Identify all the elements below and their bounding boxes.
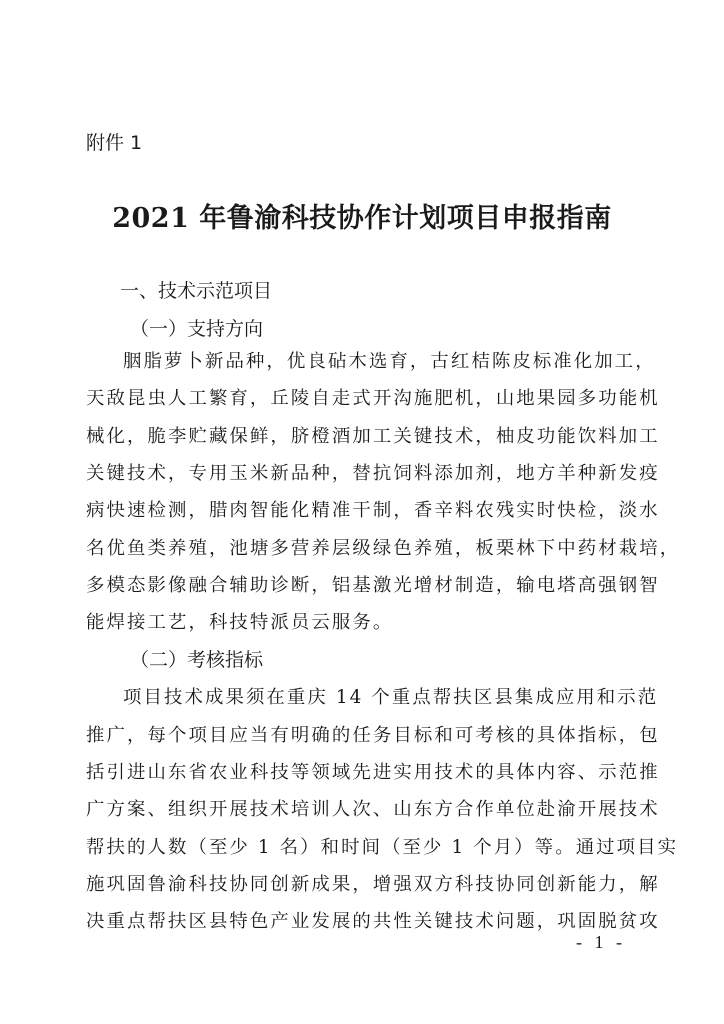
paragraph-line: 天敌昆虫人工繁育，丘陵自走式开沟施肥机，山地果园多功能机 xyxy=(86,388,660,409)
paragraph-line: 械化，脆李贮藏保鲜，脐橙酒加工关键技术，柚皮功能饮料加工 xyxy=(86,426,660,447)
paragraph-line: 胭脂萝卜新品种，优良砧木选育，古红桔陈皮标准化加工， xyxy=(123,351,656,372)
section-heading-1: 一、技术示范项目 xyxy=(120,280,273,302)
paragraph-line: 施巩固鲁渝科技协同创新成果，增强双方科技协同创新能力，解 xyxy=(86,874,660,895)
paragraph-line: 病快速检测，腊肉智能化精准干制，香辛料农残实时快检，淡水 xyxy=(86,500,660,521)
paragraph-line: 帮扶的人数（至少 1 名）和时间（至少 1 个月）等。通过项目实 xyxy=(86,837,679,858)
attachment-label: 附件 1 xyxy=(86,132,143,154)
paragraph-line: 项目技术成果须在重庆 14 个重点帮扶区县集成应用和示范 xyxy=(123,687,659,708)
paragraph-line: 推广，每个项目应当有明确的任务目标和可考核的具体指标，包 xyxy=(86,725,660,746)
paragraph-line: 名优鱼类养殖，池塘多营养层级绿色养殖，板栗林下中药材栽培， xyxy=(86,538,681,559)
paragraph-line: 决重点帮扶区县特色产业发展的共性关键技术问题，巩固脱贫攻 xyxy=(86,911,660,932)
subsection-heading-support-direction: （一）支持方向 xyxy=(130,318,264,340)
document-title: 2021 年鲁渝科技协作计划项目申报指南 xyxy=(112,203,612,234)
paragraph-line: 关键技术，专用玉米新品种，替抗饲料添加剂，地方羊种新发疫 xyxy=(86,463,660,484)
paragraph-line: 能焊接工艺，科技特派员云服务。 xyxy=(86,612,394,633)
page-number: - 1 - xyxy=(576,932,626,952)
subsection-heading-assessment-indicators: （二）考核指标 xyxy=(130,649,264,671)
paragraph-line: 多模态影像融合辅助诊断，铝基激光增材制造，输电塔高强钢智 xyxy=(86,575,660,596)
paragraph-line: 括引进山东省农业科技等领域先进实用技术的具体内容、示范推 xyxy=(86,762,660,783)
paragraph-line: 广方案、组织开展技术培训人次、山东方合作单位赴渝开展技术 xyxy=(86,799,660,820)
